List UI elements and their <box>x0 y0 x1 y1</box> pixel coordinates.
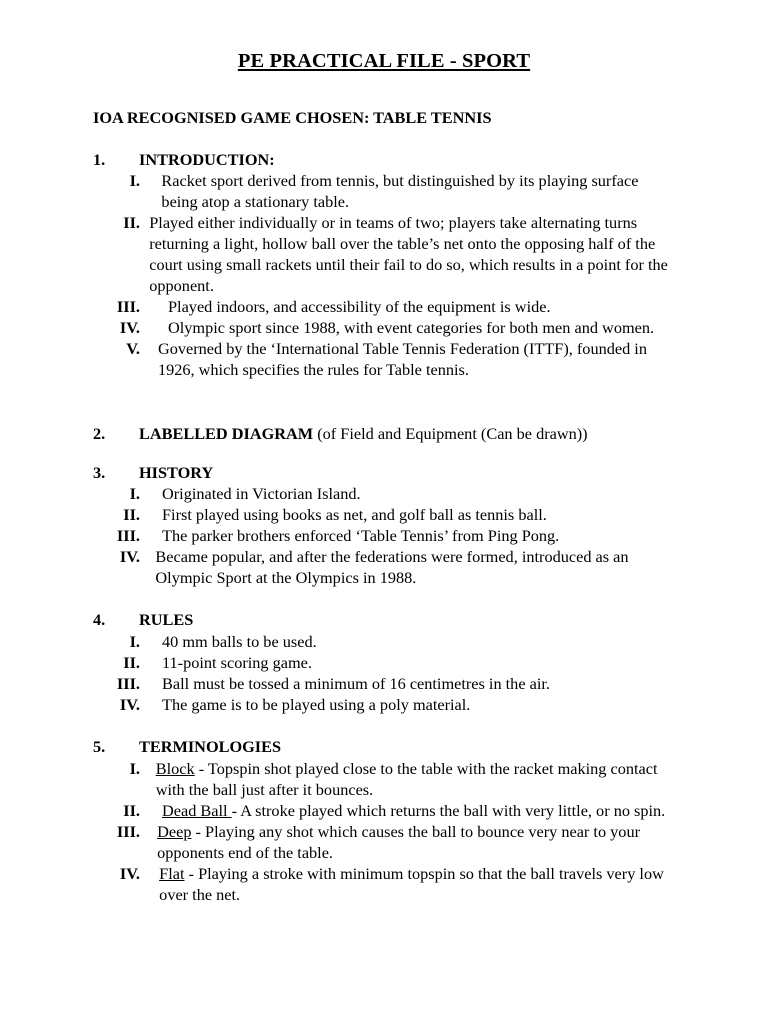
section-number: 2. <box>93 424 106 443</box>
section-number: 4. <box>93 610 106 629</box>
item-numeral: II. <box>123 213 140 232</box>
item-text: Originated in Victorian Island. <box>162 484 361 503</box>
item-text: 40 mm balls to be used. <box>162 632 317 651</box>
section-title: HISTORY <box>139 463 214 482</box>
section-number: 1. <box>93 150 106 169</box>
section-number: 3. <box>93 463 106 482</box>
section-title: INTRODUCTION: <box>139 150 275 169</box>
section-title: LABELLED DIAGRAM <box>139 424 314 443</box>
list-item <box>108 546 673 588</box>
item-text <box>159 863 673 905</box>
item-text: Governed by the ‘International Table Tennis Federation (ITTF), founded in 1926, which specifies the rules for Table tennis. <box>157 339 647 379</box>
item-numeral: IV. <box>119 695 140 714</box>
item-numeral: III. <box>116 674 140 693</box>
item-numeral: IV. <box>119 547 140 566</box>
list-item <box>108 525 673 546</box>
section-history-heading <box>93 463 213 483</box>
list-item <box>108 338 673 380</box>
item-numeral: III. <box>116 526 140 545</box>
list-item <box>108 631 673 652</box>
introduction-list <box>108 170 673 380</box>
list-item <box>108 821 673 863</box>
item-text: The parker brothers enforced ‘Table Tennis’ from Ping Pong. <box>162 526 560 545</box>
section-introduction-heading <box>93 150 275 170</box>
chosen-game-heading: IOA RECOGNISED GAME CHOSEN: TABLE TENNIS <box>93 108 492 127</box>
term: Deep <box>157 822 192 841</box>
term: Flat <box>159 864 185 883</box>
item-text <box>157 821 673 863</box>
item-numeral: II. <box>123 653 140 672</box>
item-numeral: I. <box>129 632 140 651</box>
list-item <box>108 758 673 800</box>
list-item <box>108 212 673 296</box>
list-item <box>108 673 673 694</box>
history-list <box>108 483 673 588</box>
section-number: 5. <box>93 737 106 756</box>
list-item <box>108 863 673 905</box>
section-title: TERMINOLOGIES <box>139 737 282 756</box>
terminologies-list <box>108 758 673 905</box>
term-definition: - Playing a stroke with minimum topspin so that the ball travels very low over the net. <box>159 864 664 904</box>
item-text: First played using books as net, and golf ball as tennis ball. <box>162 505 547 524</box>
list-item <box>108 800 673 821</box>
list-item <box>108 296 673 317</box>
item-text: 11-point scoring game. <box>162 653 312 672</box>
item-numeral: IV. <box>119 318 140 337</box>
term-definition: - Topspin shot played close to the table with the racket making contact with the ball just after it bounces. <box>155 759 658 799</box>
item-numeral: III. <box>116 822 140 841</box>
term-definition: - Playing any shot which causes the ball to bounce very near to your opponents end of the table. <box>157 822 641 862</box>
item-text: Became popular, and after the federations were formed, introduced as an Olympic Sport at the Olympics in 1988. <box>155 547 629 587</box>
item-text: Played indoors, and accessibility of the equipment is wide. <box>168 297 551 316</box>
item-numeral: II. <box>123 801 140 820</box>
section-labelled-diagram-heading <box>93 424 588 444</box>
item-text: Played either individually or in teams of two; players take alternating turns returning a light, hollow ball over the table’s net onto the opposing half of the court using small rackets until their fail to do so, which results in a point for the opponent. <box>149 213 668 295</box>
item-numeral: IV. <box>119 864 140 883</box>
section-rules-heading <box>93 610 193 630</box>
term: Dead Ball <box>162 801 232 820</box>
item-text: The game is to be played using a poly material. <box>162 695 471 714</box>
list-item <box>108 317 673 338</box>
item-text: Racket sport derived from tennis, but distinguished by its playing surface being atop a stationary table. <box>161 171 639 211</box>
item-numeral: I. <box>129 484 140 503</box>
item-numeral: III. <box>116 297 140 316</box>
section-note: (of Field and Equipment (Can be drawn)) <box>313 424 588 443</box>
item-text: Ball must be tossed a minimum of 16 centimetres in the air. <box>162 674 550 693</box>
list-item <box>108 170 673 212</box>
page-title: PE PRACTICAL FILE - SPORT <box>237 50 531 72</box>
section-title: RULES <box>139 610 194 629</box>
item-text <box>156 758 673 800</box>
term-definition: - A stroke played which returns the ball with very little, or no spin. <box>231 801 666 820</box>
list-item <box>108 694 673 715</box>
item-numeral: I. <box>129 759 140 778</box>
list-item <box>108 652 673 673</box>
term: Block <box>155 759 195 778</box>
item-text: Olympic sport since 1988, with event categories for both men and women. <box>168 318 655 337</box>
list-item <box>108 504 673 525</box>
section-terminologies-heading <box>93 737 281 757</box>
list-item <box>108 483 673 504</box>
item-numeral: II. <box>123 505 140 524</box>
item-numeral: V. <box>126 339 140 358</box>
rules-list <box>108 631 673 715</box>
item-numeral: I. <box>129 171 140 190</box>
item-text <box>162 800 673 821</box>
